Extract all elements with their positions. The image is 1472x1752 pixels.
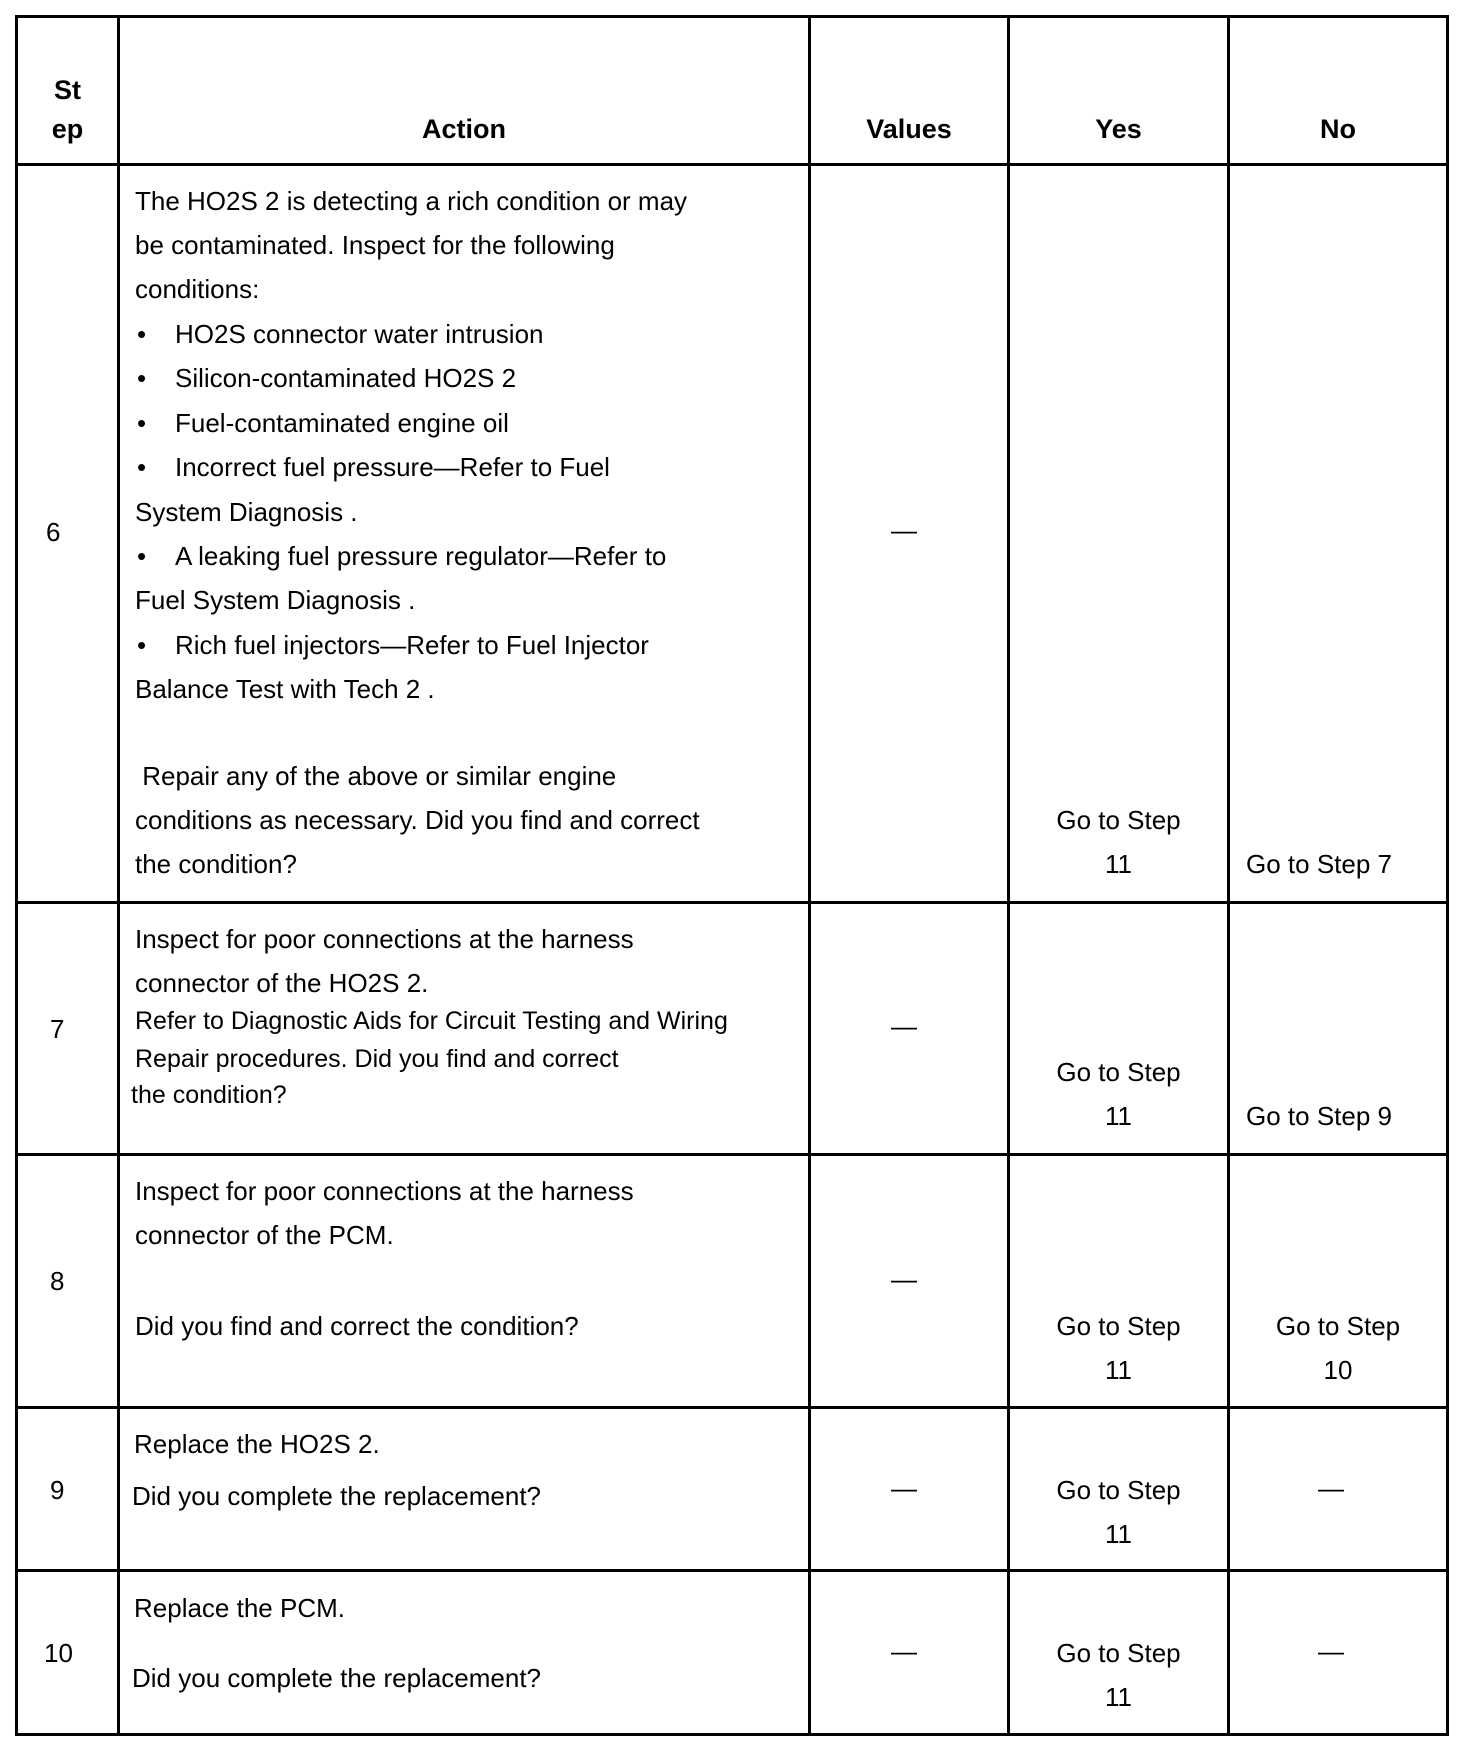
action-text: connector of the PCM. — [135, 1220, 394, 1250]
action-text: be contaminated. Inspect for the following — [135, 230, 615, 260]
column-divider — [117, 15, 120, 1736]
action-text: Replace the HO2S 2. — [134, 1429, 380, 1459]
yes-result: Go to Step — [1056, 1311, 1181, 1341]
action-text: Incorrect fuel pressure—Refer to Fuel — [175, 452, 610, 482]
step-number: 8 — [50, 1266, 65, 1296]
action-text: Repair procedures. Did you find and correct — [135, 1045, 619, 1073]
header-action: Action — [422, 114, 506, 144]
yes-result: Go to Step — [1056, 1475, 1181, 1505]
no-result: Go to Step 7 — [1246, 849, 1392, 879]
action-text: conditions: — [135, 274, 260, 304]
table-divider — [15, 163, 1449, 166]
header-step-line1: St — [54, 75, 81, 105]
step-number: 9 — [50, 1475, 65, 1505]
no-dash: — — [1318, 1473, 1344, 1503]
table-border-top — [15, 15, 1449, 18]
header-yes: Yes — [1095, 114, 1142, 144]
action-text: The HO2S 2 is detecting a rich condition or may — [135, 186, 688, 216]
bullet-icon: • — [137, 630, 147, 660]
column-divider — [808, 15, 811, 1736]
bullet-icon: • — [137, 319, 147, 349]
values-dash: — — [891, 1473, 917, 1503]
no-result: Go to Step — [1275, 1311, 1401, 1341]
table-divider — [15, 1569, 1449, 1572]
yes-result: 11 — [1105, 1519, 1132, 1549]
action-text: Rich fuel injectors—Refer to Fuel Injector — [175, 630, 649, 660]
step-number: 10 — [44, 1638, 73, 1668]
action-text: conditions as necessary. Did you find and correct — [135, 805, 700, 835]
header-values: Values — [866, 114, 952, 144]
table-border-bottom — [15, 1733, 1449, 1736]
values-dash: — — [891, 1011, 917, 1041]
no-result: 10 — [1323, 1355, 1353, 1385]
action-text: Fuel System Diagnosis . — [135, 585, 416, 615]
yes-result: 11 — [1105, 1101, 1132, 1131]
bullet-icon: • — [137, 452, 147, 482]
no-result: Go to Step 9 — [1246, 1101, 1392, 1131]
step-number: 6 — [46, 517, 61, 547]
table-border-left — [15, 15, 18, 1736]
action-text: Did you complete the replacement? — [132, 1663, 542, 1693]
action-text: Inspect for poor connections at the harness — [135, 1176, 634, 1206]
action-text: Silicon-contaminated HO2S 2 — [175, 363, 517, 393]
action-text: Refer to Diagnostic Aids for Circuit Testing and Wiring — [135, 1007, 728, 1035]
action-text: A leaking fuel pressure regulator—Refer to — [175, 541, 667, 571]
values-dash: — — [891, 1636, 917, 1666]
yes-result: 11 — [1105, 1355, 1132, 1385]
action-text: Balance Test with Tech 2 . — [135, 674, 435, 704]
action-text: Did you find and correct the condition? — [135, 1311, 579, 1341]
table-divider — [15, 1153, 1449, 1156]
yes-result: 11 — [1105, 849, 1132, 879]
action-text: Replace the PCM. — [134, 1593, 345, 1623]
table-divider — [15, 1406, 1449, 1409]
yes-result: 11 — [1105, 1682, 1132, 1712]
action-text: Inspect for poor connections at the harness — [135, 924, 634, 954]
action-text: System Diagnosis . — [135, 497, 358, 527]
no-dash: — — [1318, 1636, 1344, 1666]
action-text: Repair any of the above or similar engine — [135, 761, 617, 791]
step-number: 7 — [50, 1014, 65, 1044]
action-text: Did you complete the replacement? — [132, 1481, 542, 1511]
header-no: No — [1320, 114, 1356, 144]
action-text: HO2S connector water intrusion — [175, 319, 544, 349]
values-dash: — — [891, 1264, 917, 1294]
values-dash: — — [891, 515, 917, 545]
header-step-line2: ep — [51, 114, 84, 144]
action-text: connector of the HO2S 2. — [135, 968, 429, 998]
table-divider — [15, 901, 1449, 904]
bullet-icon: • — [137, 541, 147, 571]
action-text: the condition? — [131, 1081, 287, 1109]
table-border-right — [1446, 15, 1449, 1736]
yes-result: Go to Step — [1056, 1638, 1181, 1668]
action-text: Fuel-contaminated engine oil — [175, 408, 509, 438]
column-divider — [1227, 15, 1230, 1736]
yes-result: Go to Step — [1056, 1057, 1181, 1087]
bullet-icon: • — [137, 408, 147, 438]
yes-result: Go to Step — [1056, 805, 1181, 835]
action-text: the condition? — [135, 849, 297, 879]
bullet-icon: • — [137, 363, 147, 393]
